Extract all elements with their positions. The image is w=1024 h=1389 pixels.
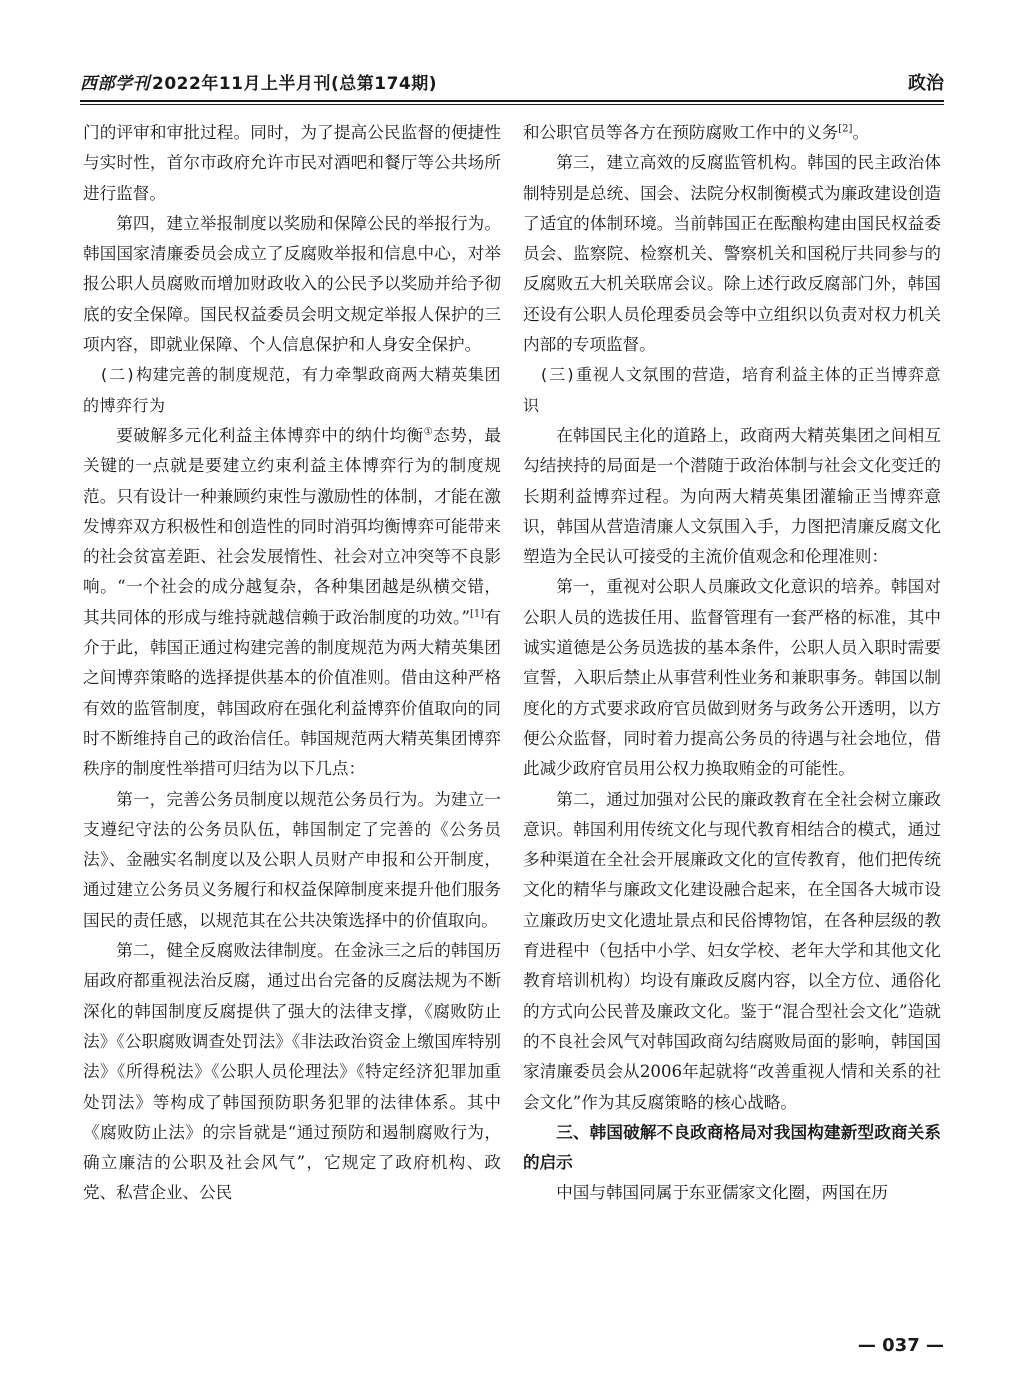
footnote-mark: ① — [423, 426, 434, 438]
issue-info: 2022年11月上半月刊(总第174期) — [152, 74, 437, 94]
paragraph — [523, 118, 941, 148]
header-rule — [80, 100, 944, 102]
subsection-heading: (二)构建完善的制度规范，有力牵掣政商两大精英集团的博弈行为 — [83, 365, 501, 415]
text-run: 要破解多元化利益主体博弈中的纳什均衡 — [116, 425, 424, 445]
page-header — [80, 70, 944, 100]
subsection-heading: (三)重视人文氛围的营造，培育利益主体的正当博弈意识 — [523, 365, 941, 415]
section-title: 政治 — [908, 73, 944, 94]
left-column — [83, 118, 501, 1209]
paragraph: 第三，建立高效的反腐监管机构。韩国的民主政治体制特别是总统、国会、法院分权制衡模式为廉政建设创造了适宜的体制环境。当前韩国正在酝酿构建由国民权益委员会、监察院、检察机关、警察机关和国税厅共同参与的反腐败五大机关联席会议。除上述行政反腐部门外，韩国还设有公职人员伦理委员会等中立组织以负责对权力机关内部的专项监督。 — [523, 153, 941, 355]
text-run: 态势，最关键的一点就是要建立约束利益主体博弈行为的制度规范。只有设计一种兼顾约束性与激励性的体制，才能在激发博弈双方积极性和创造性的同时消弭均衡博弈可能带来的社会贫富差距、社会发展惰性、社会对立冲突等不良影响。“一个社会的成分越复杂，各种集团越是纵横交错，其共同体的形成与维持就越信赖于政治制度的功效。” — [83, 425, 502, 627]
paragraph: 中国与韩国同属于东亚儒家文化圈，两国在历 — [556, 1183, 889, 1203]
right-column — [523, 118, 941, 1209]
text-run: 和公职官员等各方在预防腐败工作中的义务 — [523, 123, 839, 142]
text-run: 有介于此，韩国正通过构建完善的制度规范为两大精英集团之间博弈策略的选择提供基本的价值准则。借由这种严格有效的监管制度，韩国政府在强化利益博弈价值取向的同时不断维持自己的政治信任。韩国规范两大精英集团博弈秩序的制度性举措可归结为以下几点： — [83, 607, 502, 779]
paragraph: 第一，完善公务员制度以规范公务员行为。为建立一支遵纪守法的公务员队伍，韩国制定了完善的《公务员法》、金融实名制度以及公职人员财产申报和公开制度，通过建立公务员义务履行和权益保障制度来提升他们服务国民的责任感，以规范其在公共决策选择中的价值取向。 — [83, 789, 501, 930]
paragraph: 第二，通过加强对公民的廉政教育在全社会树立廉政意识。韩国利用传统文化与现代教育相结合的模式，通过多种渠道在全社会开展廉政文化的宣传教育，他们把传统文化的精华与廉政文化建设融合起来，在全国各大城市设立廉政历史文化遗址景点和民俗博物馆，在各种层级的教育进程中（包括中小学、妇女学校、老年大学和其他文化教育培训机构）均设有廉政反腐内容，以全方位、通俗化的方式向公民普及廉政文化。鉴于“混合型社会文化”造就的不良社会风气对韩国政商勾结腐败局面的影响，韩国国家清廉委员会从2006年起就将“改善重视人情和关系的社会文化”作为其反腐策略的核心战略。 — [523, 789, 941, 1112]
reference-mark: [1] — [470, 608, 485, 620]
header-rule-thin — [80, 104, 944, 105]
paragraph — [83, 421, 501, 785]
reference-mark: [2] — [838, 123, 853, 135]
page-number: — 037 — — [857, 1335, 944, 1356]
text-run: 。 — [852, 123, 870, 142]
paragraph: 门的评审和审批过程。同时，为了提高公民监督的便捷性与实时性，首尔市政府允许市民对酒吧和餐厅等公共场所进行监督。 — [83, 123, 501, 203]
section-heading: 三、韩国破解不良政商格局对我国构建新型政商关系的启示 — [523, 1122, 941, 1173]
journal-logo: 西部学刊 — [80, 74, 150, 94]
journal-issue — [80, 70, 437, 98]
paragraph: 第四，建立举报制度以奖励和保障公民的举报行为。韩国国家清廉委员会成立了反腐败举报和信息中心，对举报公职人员腐败而增加财政收入的公民予以奖励并给予彻底的安全保障。国民权益委员会明文规定举报人保护的三项内容，即就业保障、个人信息保护和人身安全保护。 — [83, 213, 501, 355]
paragraph: 第一，重视对公职人员廉政文化意识的培养。韩国对公职人员的选拔任用、监督管理有一套严格的标准，其中诚实道德是公务员选拔的基本条件，公职人员入职时需要宣誓，入职后禁止从事营利性业务和兼职事务。韩国以制度化的方式要求政府官员做到财务与政务公开透明，以方便公众监督，同时着力提高公务员的待遇与社会地位，借此减少政府官员用公权力换取贿金的可能性。 — [523, 577, 941, 779]
paragraph: 在韩国民主化的道路上，政商两大精英集团之间相互勾结挟持的局面是一个潜随于政治体制与社会文化变迁的长期利益博弈过程。为向两大精英集团灌输正当博弈意识，韩国从营造清廉人文氛围入手，力图把清廉反腐文化塑造为全民认可接受的主流价值观念和伦理准则： — [523, 425, 941, 567]
paragraph: 第二，健全反腐败法律制度。在金泳三之后的韩国历届政府都重视法治反腐，通过出台完备的反腐法规为不断深化的韩国制度反腐提供了强大的法律支撑，《腐败防止法》《公职腐败调查处罚法》《非法政治资金上缴国库特别法》《所得税法》《公职人员伦理法》《特定经济犯罪加重处罚法》等构成了韩国预防职务犯罪的法律体系。其中《腐败防止法》的宗旨就是“通过预防和遏制腐败行为，确立廉洁的公职及社会风气”，它规定了政府机构、政党、私营企业、公民 — [83, 941, 501, 1203]
